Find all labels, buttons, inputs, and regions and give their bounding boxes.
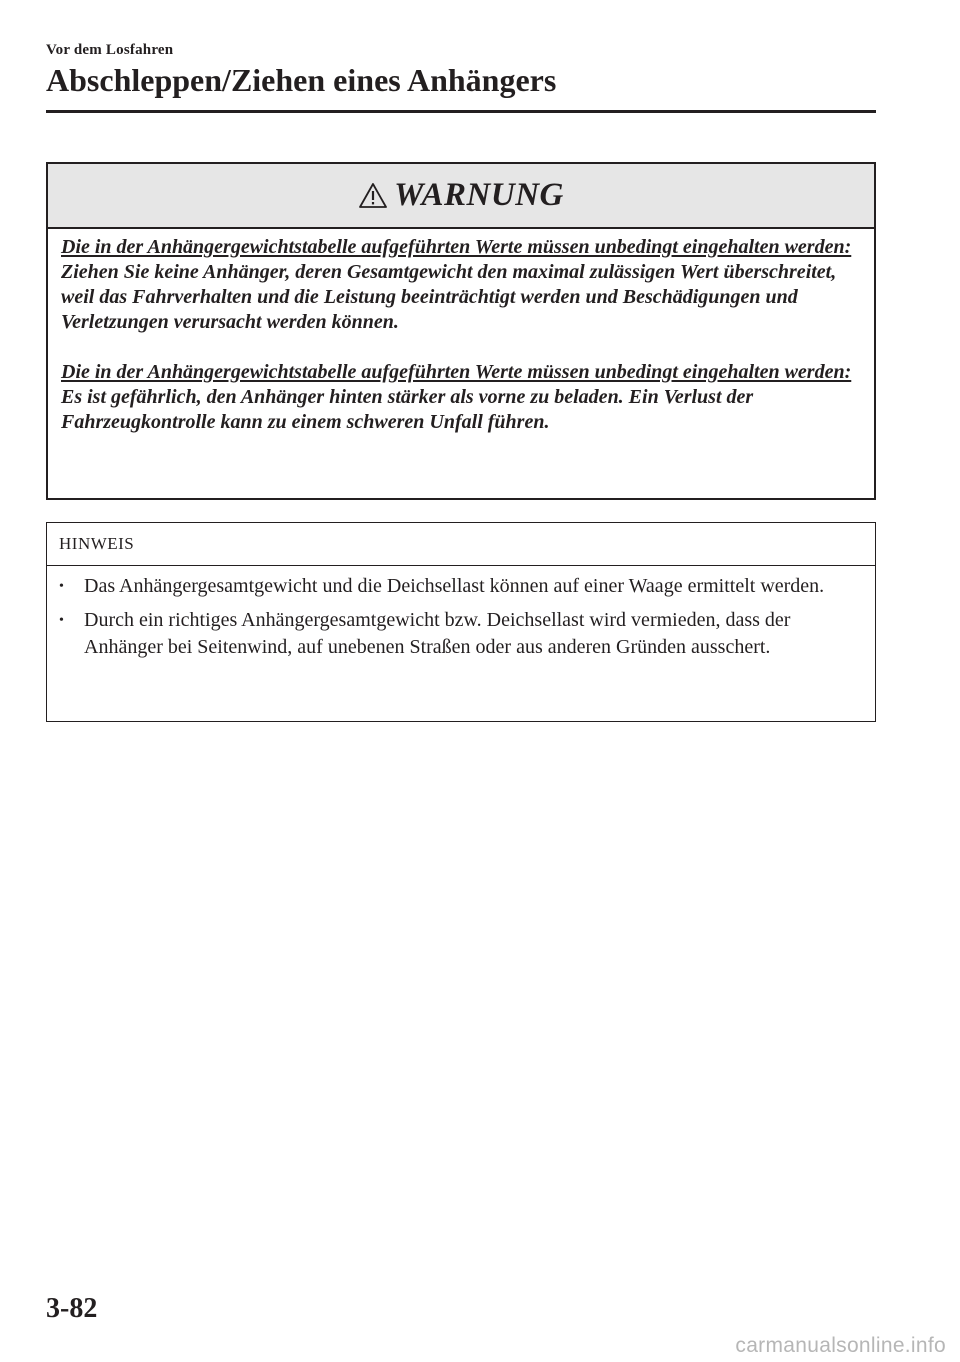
page-number: 3-82: [46, 1293, 98, 1324]
warning-box: [46, 162, 876, 500]
warning-lead: Die in der Anhängergewichtstabelle aufgeführten Werte müssen unbedingt eingehalten werden:: [61, 361, 852, 383]
bullet-icon: •: [59, 579, 64, 594]
warning-body: [48, 229, 874, 435]
title-divider: [46, 110, 876, 113]
warning-paragraph: [61, 360, 862, 435]
page-title: Abschleppen/Ziehen eines Anhängers: [46, 62, 557, 98]
warning-text: Es ist gefährlich, den Anhänger hinten stärker als vorne zu beladen. Ein Verlust der Fahrzeugkontrolle kann zu einem schweren Unfall führen.: [61, 386, 754, 433]
note-box: [46, 522, 876, 722]
warning-text: Ziehen Sie keine Anhänger, deren Gesamtgewicht den maximal zulässigen Wert überschreitet, weil das Fahrverhalten und die Leistung beeinträchtigt werden und Beschädigungen und Verletzungen verursacht werden können.: [61, 261, 837, 333]
warning-header: [48, 164, 874, 229]
list-item: [59, 607, 859, 661]
note-title: HINWEIS: [47, 523, 875, 566]
warning-triangle-icon: [358, 182, 388, 209]
note-item-text: Das Anhängergesamtgewicht und die Deichsellast können auf einer Waage ermittelt werden.: [84, 575, 825, 597]
site-watermark: carmanualsonline.info: [735, 1334, 946, 1357]
warning-title: WARNUNG: [394, 177, 564, 213]
bullet-icon: •: [59, 613, 64, 628]
note-item-text: Durch ein richtiges Anhängergesamtgewicht bzw. Deichsellast wird vermieden, dass der Anhänger bei Seitenwind, auf unebenen Straßen oder aus anderen Gründen ausschert.: [84, 609, 791, 658]
warning-paragraph: [61, 235, 862, 335]
note-list: [47, 566, 875, 661]
list-item: [59, 573, 859, 600]
section-label: Vor dem Losfahren: [46, 42, 174, 58]
warning-lead: Die in der Anhängergewichtstabelle aufgeführten Werte müssen unbedingt eingehalten werden:: [61, 236, 852, 258]
